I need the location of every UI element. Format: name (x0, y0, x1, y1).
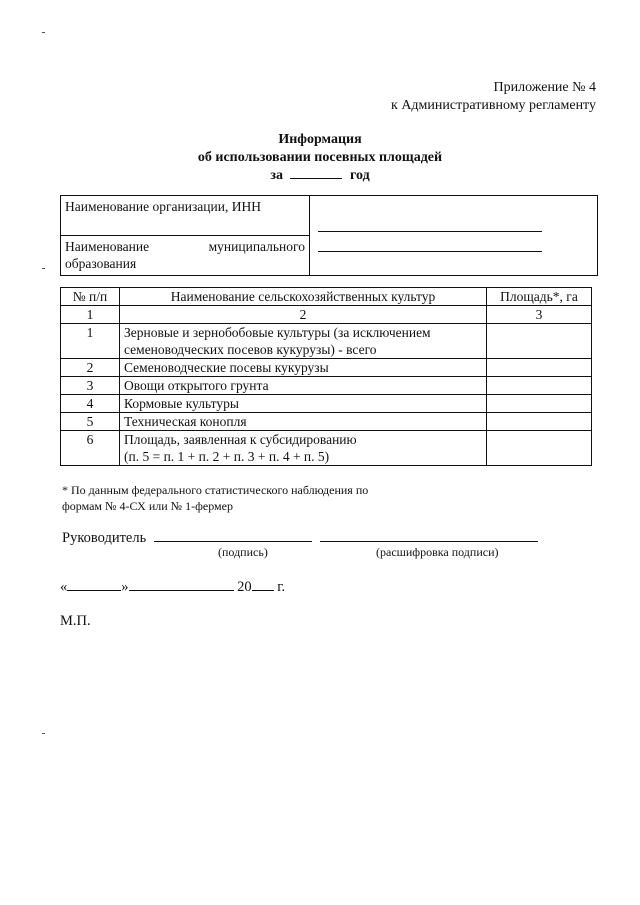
column-number-1: 1 (61, 306, 120, 324)
date-open-quote: « (60, 579, 68, 595)
date-close-quote: » (121, 579, 129, 595)
signature-blank[interactable] (154, 541, 312, 542)
annex-reference: к Административному регламенту (391, 98, 596, 113)
row-crop-name: Семеноводческие посевы кукурузы (120, 359, 487, 377)
row-area-cell[interactable] (487, 395, 592, 413)
row-area-cell[interactable] (487, 324, 592, 359)
row-number: 1 (61, 324, 120, 359)
annex-number: Приложение № 4 (493, 80, 596, 95)
header-area: Площадь*, га (487, 288, 592, 306)
organization-row (61, 196, 598, 236)
stamp-place: М.П. (60, 613, 91, 629)
scan-speck (42, 733, 45, 734)
document-title (0, 131, 640, 185)
year-suffix: год (349, 168, 370, 183)
column-number-3: 3 (487, 306, 592, 324)
signature-caption: (подпись) (218, 545, 268, 559)
municipal-label-word-3: образования (65, 256, 137, 271)
table-header-row (61, 288, 592, 306)
title-year-line (0, 167, 640, 185)
org-name-underline (318, 231, 542, 232)
month-blank[interactable] (129, 590, 234, 591)
year-prefix: за (270, 168, 283, 183)
row-crop-name: Овощи открытого грунта (120, 377, 487, 395)
title-line-2: об использовании посевных площадей (197, 150, 443, 165)
table-row (61, 324, 592, 359)
row-crop-name: Зерновые и зернобобовые культуры (за исключением семеноводческих посевов кукурузы) - всего (120, 324, 487, 359)
footnote-line-1: * По данным федерального статистического наблюдения по (62, 483, 369, 497)
title-line-1: Информация (278, 132, 362, 147)
row-area-cell[interactable] (487, 431, 592, 466)
signature-decoding-blank[interactable] (320, 541, 538, 542)
year-digits-blank[interactable] (252, 590, 274, 591)
municipal-label-word-1: Наименование (65, 239, 150, 254)
row-area-cell[interactable] (487, 377, 592, 395)
annex-header (391, 79, 596, 115)
municipal-underline (318, 251, 542, 252)
day-blank[interactable] (67, 590, 121, 591)
municipal-label (61, 236, 310, 276)
column-number-row (61, 306, 592, 324)
org-name-label: Наименование организации, ИНН (61, 196, 310, 236)
header-number: № п/п (61, 288, 120, 306)
date-year-suffix: г. (277, 579, 286, 595)
row-number: 4 (61, 395, 120, 413)
table-row (61, 359, 592, 377)
row-area-cell[interactable] (487, 413, 592, 431)
header-crop-name: Наименование сельскохозяйственных культур (120, 288, 487, 306)
scan-speck (42, 32, 45, 33)
table-row (61, 431, 592, 466)
date-line (60, 579, 285, 596)
organization-table (60, 195, 598, 276)
row-number: 6 (61, 431, 120, 466)
row-crop-name: Техническая конопля (120, 413, 487, 431)
footnote-line-2: формам № 4-СХ или № 1-фермер (62, 499, 233, 513)
row-number: 3 (61, 377, 120, 395)
row-number: 2 (61, 359, 120, 377)
footnote (62, 482, 368, 514)
column-number-2: 2 (120, 306, 487, 324)
signature-decoding-caption: (расшифровка подписи) (376, 545, 499, 559)
row-crop-name: Кормовые культуры (120, 395, 487, 413)
municipal-label-word-2: муниципального (208, 239, 305, 254)
org-value-cell[interactable] (310, 196, 598, 276)
signature-label: Руководитель (62, 530, 147, 546)
table-row (61, 395, 592, 413)
row-number: 5 (61, 413, 120, 431)
date-century: 20 (237, 579, 252, 595)
scan-speck (42, 268, 45, 269)
row-crop-name: Площадь, заявленная к субсидированию (п. 5 = п. 1 + п. 2 + п. 3 + п. 4 + п. 5) (120, 431, 487, 466)
row-area-cell[interactable] (487, 359, 592, 377)
year-blank[interactable] (290, 178, 342, 179)
table-row (61, 413, 592, 431)
crop-area-table (60, 287, 592, 466)
table-row (61, 377, 592, 395)
